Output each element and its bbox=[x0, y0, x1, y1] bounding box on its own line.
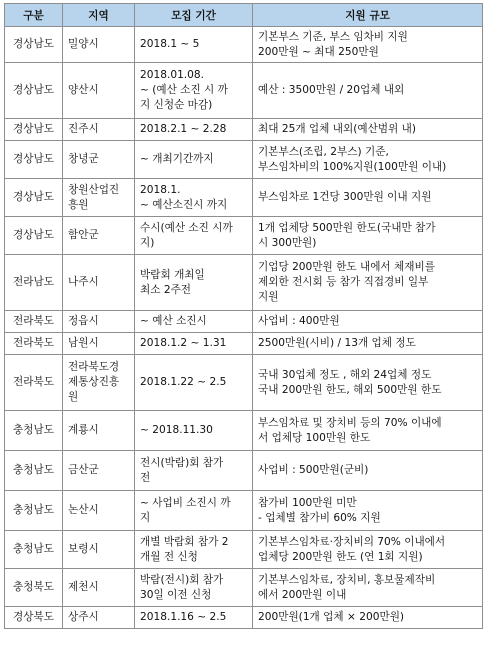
header-support: 지원 규모 bbox=[253, 4, 483, 27]
province-cell: 경상북도 bbox=[5, 607, 63, 629]
header-region: 지역 bbox=[63, 4, 135, 27]
table-header bbox=[5, 4, 483, 27]
support-cell: 예산 : 3500만원 / 20업체 내외 bbox=[253, 63, 483, 119]
table-row bbox=[5, 569, 483, 607]
province-cell: 전라북도 bbox=[5, 333, 63, 355]
support-cell: 1개 업체당 500만원 한도(국내만 참가 시 300만원) bbox=[253, 217, 483, 255]
table-row bbox=[5, 255, 483, 311]
region-cell: 밀양시 bbox=[63, 27, 135, 63]
province-cell: 경상남도 bbox=[5, 63, 63, 119]
period-cell: 2018.1. ~ 예산소진시 까지 bbox=[135, 179, 253, 217]
period-cell: 수시(예산 소진 시까 지) bbox=[135, 217, 253, 255]
region-cell: 보령시 bbox=[63, 531, 135, 569]
province-cell: 경상남도 bbox=[5, 119, 63, 141]
province-cell: 충청남도 bbox=[5, 451, 63, 491]
table-row bbox=[5, 451, 483, 491]
region-cell: 상주시 bbox=[63, 607, 135, 629]
province-cell: 전라남도 bbox=[5, 255, 63, 311]
region-cell: 진주시 bbox=[63, 119, 135, 141]
support-cell: 기본부스임차료, 장치비, 홍보물제작비 에서 200만원 이내 bbox=[253, 569, 483, 607]
region-cell: 나주시 bbox=[63, 255, 135, 311]
region-cell: 창원산업진흥원 bbox=[63, 179, 135, 217]
period-cell: 2018.1.22 ~ 2.5 bbox=[135, 355, 253, 411]
support-cell: 참가비 100만원 미만 - 업체별 참가비 60% 지원 bbox=[253, 491, 483, 531]
region-cell: 양산시 bbox=[63, 63, 135, 119]
header-province: 구분 bbox=[5, 4, 63, 27]
period-cell: ~ 2018.11.30 bbox=[135, 411, 253, 451]
period-cell: 2018.01.08. ~ (예산 소진 시 까 지 신청순 마감) bbox=[135, 63, 253, 119]
period-cell: ~ 예산 소진시 bbox=[135, 311, 253, 333]
table-row bbox=[5, 141, 483, 179]
province-cell: 충청남도 bbox=[5, 531, 63, 569]
table-row bbox=[5, 607, 483, 629]
region-cell: 논산시 bbox=[63, 491, 135, 531]
header-row bbox=[5, 4, 483, 27]
province-cell: 경상남도 bbox=[5, 27, 63, 63]
support-table bbox=[4, 3, 483, 629]
region-cell: 남원시 bbox=[63, 333, 135, 355]
support-cell: 기업당 200만원 한도 내에서 체재비를 제외한 전시회 등 참가 직접경비 일부 지원 bbox=[253, 255, 483, 311]
province-cell: 경상남도 bbox=[5, 217, 63, 255]
region-cell: 제천시 bbox=[63, 569, 135, 607]
support-cell: 기본부스(조립, 2부스) 기준, 부스임차비의 100%지원(100만원 이내) bbox=[253, 141, 483, 179]
period-cell: 2018.1.16 ~ 2.5 bbox=[135, 607, 253, 629]
period-cell: ~ 사업비 소진시 까 지 bbox=[135, 491, 253, 531]
period-cell: 2018.2.1 ~ 2.28 bbox=[135, 119, 253, 141]
header-period: 모집 기간 bbox=[135, 4, 253, 27]
region-cell: 창녕군 bbox=[63, 141, 135, 179]
province-cell: 충청남도 bbox=[5, 411, 63, 451]
support-cell: 부스임차료 및 장치비 등의 70% 이내에 서 업체당 100만원 한도 bbox=[253, 411, 483, 451]
support-cell: 최대 25개 업체 내외(예산범위 내) bbox=[253, 119, 483, 141]
region-cell: 함안군 bbox=[63, 217, 135, 255]
table-row bbox=[5, 217, 483, 255]
period-cell: 개별 박람회 참가 2 개월 전 신청 bbox=[135, 531, 253, 569]
support-cell: 기본부스 기준, 부스 임차비 지원 200만원 ~ 최대 250만원 bbox=[253, 27, 483, 63]
table-row bbox=[5, 27, 483, 63]
period-cell: 2018.1.2 ~ 1.31 bbox=[135, 333, 253, 355]
table-row bbox=[5, 179, 483, 217]
table-row bbox=[5, 355, 483, 411]
table-row bbox=[5, 491, 483, 531]
table-row bbox=[5, 311, 483, 333]
table-row bbox=[5, 63, 483, 119]
table-row bbox=[5, 333, 483, 355]
period-cell: 박람(전시)회 참가 30일 이전 신청 bbox=[135, 569, 253, 607]
support-cell: 200만원(1개 업체 × 200만원) bbox=[253, 607, 483, 629]
period-cell: 박람회 개최일 최소 2주전 bbox=[135, 255, 253, 311]
table-body bbox=[5, 27, 483, 629]
support-cell: 부스임차로 1건당 300만원 이내 지원 bbox=[253, 179, 483, 217]
support-cell: 기본부스임차료·장치비의 70% 이내에서 업체당 200만원 한도 (연 1회 지원) bbox=[253, 531, 483, 569]
support-cell: 국내 30업체 정도 , 해외 24업체 정도 국내 200만원 한도, 해외 500만원 한도 bbox=[253, 355, 483, 411]
table-row bbox=[5, 531, 483, 569]
table-row bbox=[5, 119, 483, 141]
support-cell: 사업비 : 400만원 bbox=[253, 311, 483, 333]
support-cell: 2500만원(시비) / 13개 업체 정도 bbox=[253, 333, 483, 355]
region-cell: 계룡시 bbox=[63, 411, 135, 451]
region-cell: 정읍시 bbox=[63, 311, 135, 333]
table-row bbox=[5, 411, 483, 451]
province-cell: 경상남도 bbox=[5, 141, 63, 179]
region-cell: 금산군 bbox=[63, 451, 135, 491]
province-cell: 전라북도 bbox=[5, 311, 63, 333]
province-cell: 충청남도 bbox=[5, 491, 63, 531]
province-cell: 충청북도 bbox=[5, 569, 63, 607]
period-cell: 2018.1 ~ 5 bbox=[135, 27, 253, 63]
period-cell: 전시(박람)회 참가 전 bbox=[135, 451, 253, 491]
region-cell: 전라북도경제통상진흥원 bbox=[63, 355, 135, 411]
province-cell: 전라북도 bbox=[5, 355, 63, 411]
support-cell: 사업비 : 500만원(군비) bbox=[253, 451, 483, 491]
province-cell: 경상남도 bbox=[5, 179, 63, 217]
period-cell: ~ 개최기간까지 bbox=[135, 141, 253, 179]
